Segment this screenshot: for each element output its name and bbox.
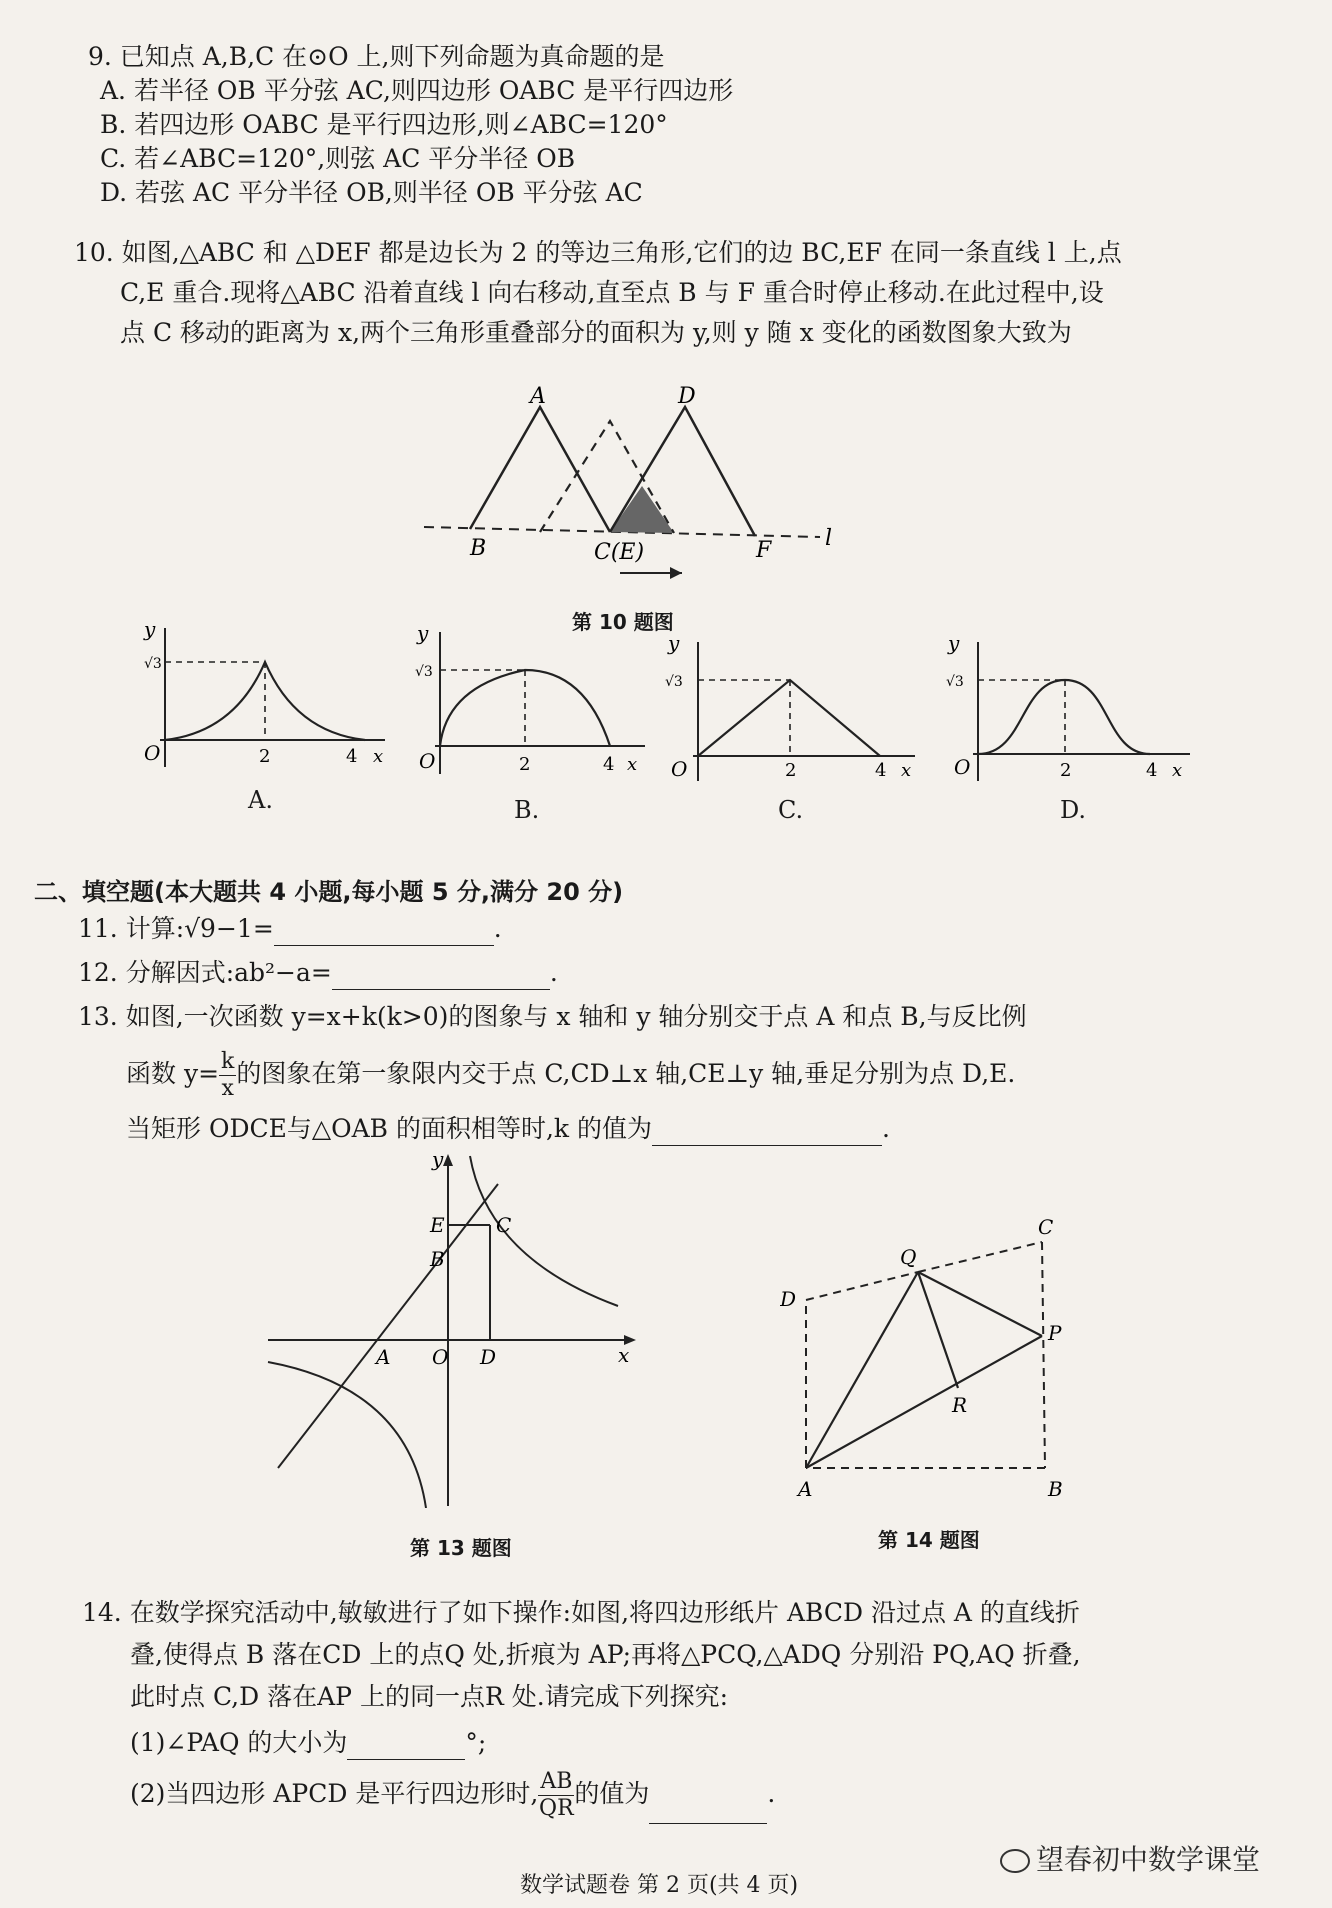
graph-d-origin: O (954, 755, 971, 779)
q13-answer-blank[interactable] (652, 1119, 882, 1146)
graph-c-y-label: y (668, 636, 680, 655)
q14-part2 (130, 1764, 775, 1824)
graph-b-tick-2: 2 (519, 754, 531, 775)
q12-end: . (549, 958, 558, 987)
q13-graph-figure (258, 1148, 638, 1508)
q13-label-o: O (432, 1345, 449, 1369)
q10-line3: 点 C 移动的距离为 x,两个三角形重叠部分的面积为 y,则 y 随 x 变化的函数图象大致为 (120, 318, 1072, 347)
q13-frac-den: x (221, 1076, 234, 1101)
graph-b-y-label: y (417, 626, 429, 645)
graph-c-x-label: x (901, 760, 912, 781)
q13-x-label: x (618, 1343, 630, 1367)
q10-label-f: F (756, 538, 772, 563)
graph-a-tick-4: 4 (346, 746, 358, 767)
q14-part1 (130, 1726, 486, 1760)
q14-quadrilateral-figure (780, 1210, 1080, 1510)
q14-frac-den: QR (539, 1796, 574, 1821)
q14-label-p: P (1048, 1321, 1062, 1345)
q13-line1: 13. 如图,一次函数 y=x+k(k>0)的图象与 x 轴和 y 轴分别交于点 A 和点 B,与反比例 (78, 1002, 1027, 1031)
graph-b-tick-4: 4 (603, 754, 615, 775)
q13-frac-num: k (221, 1049, 235, 1074)
graph-b-sqrt3: √3 (415, 664, 433, 680)
q10-graph-c (665, 636, 935, 796)
q13-label-c: C (496, 1213, 512, 1237)
q14-frac-num: AB (540, 1769, 573, 1794)
q12-text: 12. 分解因式:ab²−a= (78, 958, 332, 987)
q9-option-b: B. 若四边形 OABC 是平行四边形,则∠ABC=120° (100, 110, 668, 139)
q14-line3: 此时点 C,D 落在AP 上的同一点R 处.请完成下列探究: (130, 1682, 729, 1711)
q10-label-b: B (470, 536, 487, 561)
q14-label-c: C (1038, 1215, 1054, 1239)
q13-label-b: B (430, 1247, 445, 1271)
q9-option-a: A. 若半径 OB 平分弦 AC,则四边形 OABC 是平行四边形 (100, 76, 734, 105)
q14-part1-text: (1)∠PAQ 的大小为 (130, 1728, 348, 1757)
graph-d-sqrt3: √3 (946, 674, 964, 690)
q14-label-q: Q (900, 1245, 917, 1269)
q14-label-a: A (798, 1477, 813, 1501)
q9-stem: 9. 已知点 A,B,C 在⊙O 上,则下列命题为真命题的是 (88, 42, 665, 71)
watermark (1000, 1838, 1260, 1878)
q10-graph-b (405, 626, 675, 786)
q10-caption: 第 10 题图 (572, 610, 674, 634)
graph-c-origin: O (671, 757, 688, 781)
graph-a-sqrt3: √3 (144, 656, 162, 672)
graph-a-x-label: x (373, 746, 384, 767)
q14-line1: 14. 在数学探究活动中,敏敏进行了如下操作:如图,将四边形纸片 ABCD 沿过点 A 的直线折 (82, 1598, 1080, 1627)
q13-label-e: E (430, 1213, 445, 1237)
graph-d-x-label: x (1172, 760, 1183, 781)
q13-line2 (126, 1044, 1015, 1104)
q13-caption: 第 13 题图 (410, 1536, 512, 1560)
q10-option-b: B. (514, 796, 540, 824)
q13-label-a: A (376, 1345, 391, 1369)
q9-option-c: C. 若∠ABC=120°,则弦 AC 平分半径 OB (100, 144, 576, 173)
q10-triangles-figure (410, 385, 870, 585)
q11-text: 11. 计算:√9−1= (78, 914, 274, 943)
q14-part1-end: °; (465, 1728, 487, 1757)
q10-graph-d (940, 636, 1200, 796)
q10-option-d: D. (1060, 796, 1087, 824)
q14-part2-pre: (2)当四边形 APCD 是平行四边形时, (130, 1779, 539, 1808)
q13-line3-text: 当矩形 ODCE与△OAB 的面积相等时,k 的值为 (126, 1114, 653, 1143)
q13-fraction (219, 1049, 236, 1102)
q13-line3 (126, 1112, 890, 1146)
q10-label-a: A (530, 385, 546, 409)
q13-end: . (882, 1114, 890, 1143)
q10-option-c: C. (778, 796, 804, 824)
graph-a-y-label: y (144, 622, 156, 641)
q14-label-d: D (780, 1287, 797, 1311)
graph-b-x-label: x (627, 754, 638, 775)
q13-line2-pre: 函数 y= (126, 1059, 220, 1088)
page-footer: 数学试题卷 第 2 页(共 4 页) (520, 1873, 799, 1898)
q14-part1-blank[interactable] (347, 1733, 465, 1760)
watermark-text: 望春初中数学课堂 (1036, 1843, 1261, 1876)
graph-c-tick-2: 2 (785, 760, 797, 781)
q14-part2-end: . (767, 1779, 776, 1808)
q14-part2-blank[interactable] (649, 1797, 767, 1824)
q10-label-d: D (678, 385, 696, 409)
graph-c-sqrt3: √3 (665, 674, 683, 690)
q11 (78, 912, 502, 946)
q9-option-d: D. 若弦 AC 平分半径 OB,则半径 OB 平分弦 AC (100, 178, 643, 207)
q14-label-r: R (952, 1393, 968, 1417)
q10-graph-a (130, 622, 400, 782)
q12-answer-blank[interactable] (332, 963, 550, 990)
q10-line2: C,E 重合.现将△ABC 沿着直线 l 向右移动,直至点 B 与 F 重合时停止移动.在此过程中,设 (120, 278, 1104, 307)
graph-b-origin: O (419, 749, 436, 773)
q12 (78, 956, 558, 990)
graph-d-y-label: y (948, 636, 960, 655)
q14-fraction (538, 1769, 574, 1822)
q14-label-b: B (1048, 1477, 1063, 1501)
q10-label-l: l (825, 526, 833, 551)
q13-label-d: D (480, 1345, 497, 1369)
q10-label-ce: C(E) (594, 540, 645, 565)
graph-a-tick-2: 2 (259, 746, 271, 767)
q10-line1: 10. 如图,△ABC 和 △DEF 都是边长为 2 的等边三角形,它们的边 BC,EF 在同一条直线 l 上,点 (74, 238, 1122, 267)
q11-end: . (493, 914, 502, 943)
q13-line2-post: 的图象在第一象限内交于点 C,CD⊥x 轴,CE⊥y 轴,垂足分别为点 D,E. (236, 1059, 1016, 1088)
q11-answer-blank[interactable] (274, 919, 494, 946)
q14-caption: 第 14 题图 (878, 1528, 980, 1552)
q10-option-a: A. (248, 786, 273, 814)
q14-line2: 叠,使得点 B 落在CD 上的点Q 处,折痕为 AP;再将△PCQ,△ADQ 分别沿 PQ,AQ 折叠, (130, 1640, 1081, 1669)
graph-a-origin: O (144, 741, 161, 765)
q14-part2-post: 的值为 (574, 1779, 650, 1808)
section-2-heading: 二、填空题(本大题共 4 小题,每小题 5 分,满分 20 分) (34, 878, 624, 906)
q13-y-label: y (432, 1148, 444, 1171)
graph-d-tick-2: 2 (1060, 760, 1072, 781)
graph-d-tick-4: 4 (1146, 760, 1158, 781)
wechat-icon (1000, 1849, 1030, 1873)
graph-c-tick-4: 4 (875, 760, 887, 781)
